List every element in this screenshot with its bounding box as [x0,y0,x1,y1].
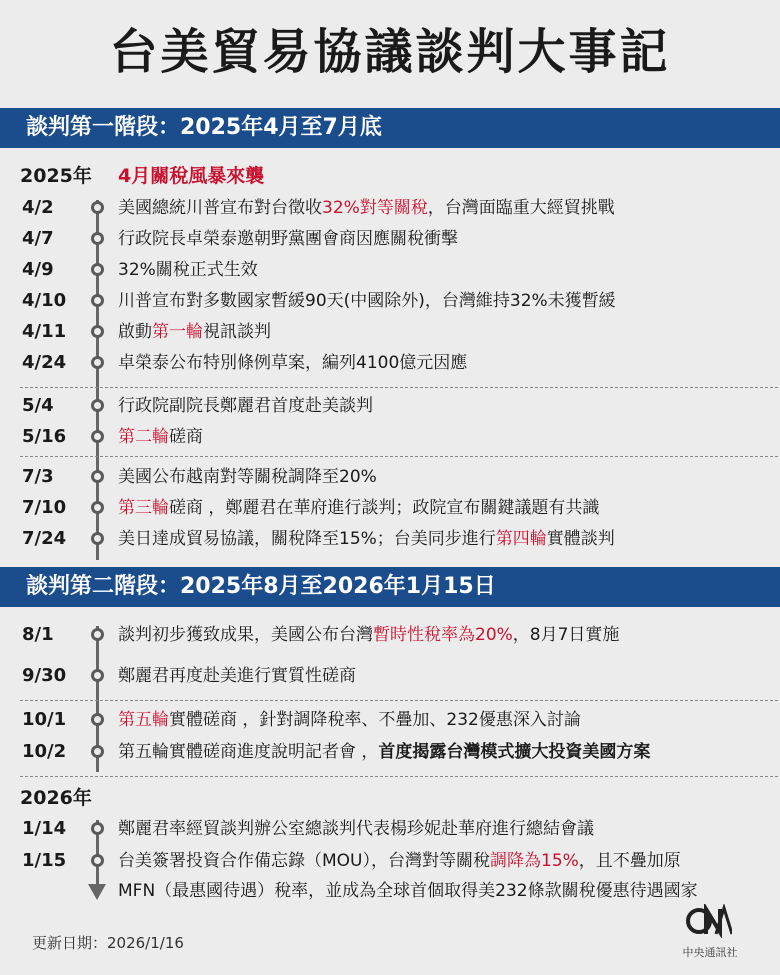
event-text [118,664,768,688]
year-2025-label: 2025年 [20,165,92,187]
year-2025-caption: 4月關稅風暴來襲 [118,165,265,187]
highlight-text: 第五輪 [118,710,169,730]
event-date: 1/14 [22,818,67,839]
text-segment: ，台灣面臨重大經貿挑戰 [427,198,615,218]
event-date: 4/24 [22,352,67,373]
separator [20,387,778,388]
text-segment: 鄭麗君再度赴美進行實質性磋商 [118,666,356,686]
phase-1-banner: 談判第一階段：2025年4月至7月底 [0,108,780,148]
text-segment: 美國公布越南對等關稅調降至20% [118,467,377,487]
event-text [118,496,768,520]
text-segment: 鄭麗君率經貿談判辦公室總談判代表楊珍妮赴華府進行總結會議 [118,819,594,839]
event-date: 4/10 [22,290,67,311]
timeline-dot-icon [91,399,104,412]
text-segment: ，8月7日實施 [512,625,620,645]
event-date: 4/9 [22,259,54,280]
text-segment: 台美簽署投資合作備忘錄（MOU），台灣對等關稅 [118,851,490,871]
timeline-dot-icon [91,713,104,726]
event-text [118,527,768,551]
highlight-text: 32%對等關稅 [322,198,428,218]
timeline-dot-icon [91,232,104,245]
event-text-continued: MFN（最惠國待遇）稅率，並成為全球首個取得美232條款關稅優惠待遇國家 [118,881,698,901]
timeline-dot-icon [91,263,104,276]
event-text [118,465,768,489]
text-segment: 美國總統川普宣布對台徵收 [118,198,322,218]
event-date: 7/10 [22,497,67,518]
text-segment: 行政院副院長鄭麗君首度赴美談判 [118,396,373,416]
text-segment: ，且不疊加原 [578,851,681,871]
phase-2-banner: 談判第二階段：2025年8月至2026年1月15日 [0,567,780,607]
highlight-text: 調降為15% [490,851,579,871]
event-text [118,740,768,764]
highlight-text: 暫時性稅率為20% [373,625,513,645]
text-segment: 磋商 ，鄭麗君在華府進行談判；政院宣布關鍵議題有共識 [169,498,600,518]
event-date: 7/24 [22,528,67,549]
event-date: 4/11 [22,321,67,342]
timeline-dot-icon [91,325,104,338]
separator [20,776,778,777]
timeline-dot-icon [91,501,104,514]
text-segment: 川普宣布對多數國家暫緩90天(中國除外)，台灣維持32%未獲暫緩 [118,291,616,311]
event-date: 1/15 [22,850,67,871]
event-date: 4/7 [22,228,54,249]
event-text [118,351,768,375]
event-text [118,708,768,732]
text-segment: 啟動 [118,322,152,342]
bold-text: 首度揭露台灣模式擴大投資美國方案 [378,742,651,762]
timeline-dot-icon [91,430,104,443]
timeline-dot-icon [91,745,104,758]
event-date: 10/2 [22,741,67,762]
timeline-dot-icon [91,669,104,682]
event-text [118,623,768,647]
text-segment: 32%關稅正式生效 [118,260,258,280]
separator [20,456,778,457]
timeline-dot-icon [91,356,104,369]
event-date: 4/2 [22,197,54,218]
text-segment: 實體談判 [546,529,615,549]
text-segment: 談判初步獲致成果，美國公布台灣 [118,625,373,645]
timeline-arrow-icon [88,884,106,900]
event-text [118,227,768,251]
timeline-dot-icon [91,854,104,867]
event-text [118,425,768,449]
event-date: 7/3 [22,466,54,487]
text-segment: 卓榮泰公布特別條例草案，編列4100億元因應 [118,353,468,373]
event-text [118,849,768,873]
separator [20,700,778,701]
text-segment: 磋商 [169,427,203,447]
highlight-text: 第三輪 [118,498,169,518]
event-text [118,196,768,220]
update-date: 更新日期：2026/1/16 [32,934,184,952]
timeline-dot-icon [91,822,104,835]
event-date: 9/30 [22,665,67,686]
text-segment: 行政院長卓榮泰邀朝野黨團會商因應關稅衝擊 [118,229,458,249]
text-segment: 視訊談判 [203,322,271,342]
year-2026-label: 2026年 [20,787,92,809]
event-date: 5/4 [22,395,54,416]
timeline-dot-icon [91,294,104,307]
event-text [118,289,768,313]
page-title: 台美貿易協議談判大事記 [109,24,671,80]
timeline-dot-icon [91,532,104,545]
event-date: 5/16 [22,426,67,447]
timeline-dot-icon [91,628,104,641]
timeline-dot-icon [91,470,104,483]
highlight-text: 第二輪 [118,427,169,447]
event-date: 10/1 [22,709,67,730]
cna-logo-icon [686,904,732,938]
text-segment: 第五輪實體磋商進度說明記者會 ， [118,742,379,762]
event-date: 8/1 [22,624,54,645]
text-segment: 美日達成貿易協議，關稅降至15%；台美同步進行 [118,529,496,549]
event-text [118,817,768,841]
event-text [118,320,768,344]
event-text [118,258,768,282]
timeline-dot-icon [91,201,104,214]
text-segment: 實體磋商 ，針對調降稅率、不疊加、232優惠深入討論 [169,710,581,730]
cna-logo-text: 中央通訊社 [682,946,738,959]
highlight-text: 第四輪 [495,529,547,549]
highlight-text: 第一輪 [152,322,203,342]
event-text [118,394,768,418]
